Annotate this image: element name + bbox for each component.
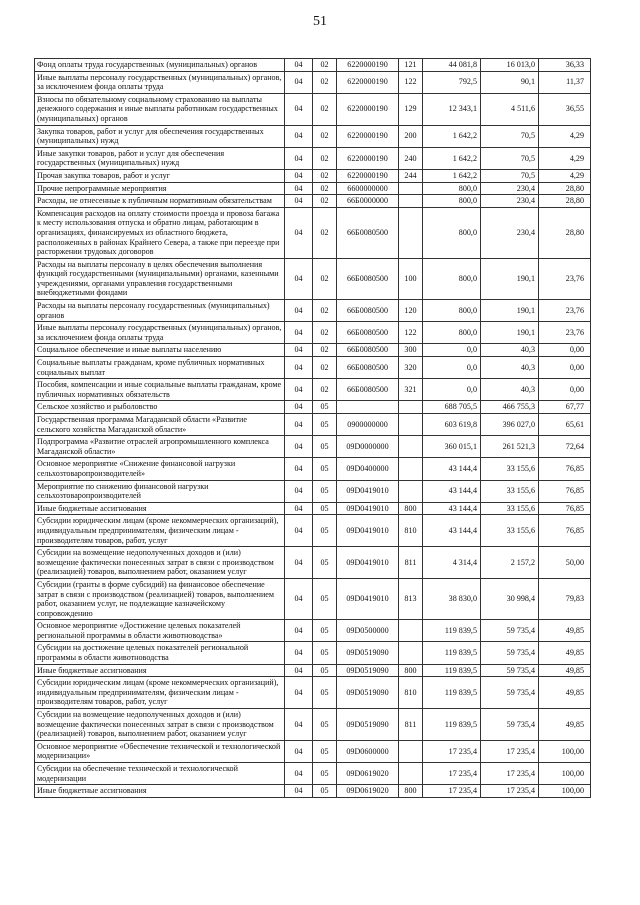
execution-percent: 76,85 xyxy=(539,502,591,515)
subsection-code: 05 xyxy=(313,785,337,798)
executed-amount: 59 735,4 xyxy=(481,664,539,677)
table-row xyxy=(35,258,591,299)
planned-amount: 17 235,4 xyxy=(423,785,481,798)
planned-amount: 4 314,4 xyxy=(423,547,481,579)
section-code: 04 xyxy=(285,740,313,762)
target-article-code: 66Б0080500 xyxy=(337,258,399,299)
target-article-code: 09D0519090 xyxy=(337,709,399,741)
target-article-code: 6220000190 xyxy=(337,147,399,169)
execution-percent: 4,29 xyxy=(539,169,591,182)
row-name: Субсидии на возмещение недополученных доходов и (или) возмещение фактически понесенных затрат в связи с производством (реализацией) товаров, выполнением работ, оказанием услуг xyxy=(35,709,285,741)
target-article-code: 09D0419010 xyxy=(337,547,399,579)
execution-percent: 49,85 xyxy=(539,642,591,664)
expense-type-code xyxy=(399,414,423,436)
row-name: Иные бюджетные ассигнования xyxy=(35,502,285,515)
table-row xyxy=(35,357,591,379)
table-row xyxy=(35,147,591,169)
planned-amount: 0,0 xyxy=(423,344,481,357)
section-code: 04 xyxy=(285,547,313,579)
section-code: 04 xyxy=(285,182,313,195)
expense-type-code: 100 xyxy=(399,258,423,299)
target-article-code: 66Б0080500 xyxy=(337,344,399,357)
row-name: Основное мероприятие «Снижение финансовой нагрузки сельхозтоваропроизводителей» xyxy=(35,458,285,480)
section-code: 04 xyxy=(285,642,313,664)
expense-type-code: 800 xyxy=(399,785,423,798)
expense-type-code: 320 xyxy=(399,357,423,379)
section-code: 04 xyxy=(285,480,313,502)
executed-amount: 17 235,4 xyxy=(481,740,539,762)
table-row xyxy=(35,93,591,125)
table-row xyxy=(35,59,591,72)
subsection-code: 05 xyxy=(313,620,337,642)
row-name: Закупка товаров, работ и услуг для обеспечения государственных (муниципальных) нужд xyxy=(35,125,285,147)
subsection-code: 05 xyxy=(313,436,337,458)
executed-amount: 17 235,4 xyxy=(481,785,539,798)
planned-amount: 1 642,2 xyxy=(423,147,481,169)
planned-amount: 43 144,4 xyxy=(423,502,481,515)
expense-type-code: 813 xyxy=(399,578,423,619)
execution-percent: 0,00 xyxy=(539,379,591,401)
execution-percent: 76,85 xyxy=(539,515,591,547)
row-name: Прочие непрограммные мероприятия xyxy=(35,182,285,195)
section-code: 04 xyxy=(285,93,313,125)
subsection-code: 05 xyxy=(313,642,337,664)
table-row xyxy=(35,480,591,502)
planned-amount: 119 839,5 xyxy=(423,620,481,642)
execution-percent: 28,80 xyxy=(539,207,591,258)
row-name: Иные бюджетные ассигнования xyxy=(35,785,285,798)
table-row xyxy=(35,207,591,258)
planned-amount: 688 705,5 xyxy=(423,401,481,414)
table-row xyxy=(35,763,591,785)
target-article-code: 09D0419010 xyxy=(337,480,399,502)
planned-amount: 0,0 xyxy=(423,379,481,401)
expense-type-code xyxy=(399,195,423,208)
table-row xyxy=(35,740,591,762)
subsection-code: 05 xyxy=(313,480,337,502)
expense-type-code: 321 xyxy=(399,379,423,401)
executed-amount: 4 511,6 xyxy=(481,93,539,125)
row-name: Социальное обеспечение и иные выплаты населению xyxy=(35,344,285,357)
target-article-code: 66Б0080500 xyxy=(337,322,399,344)
execution-percent: 50,00 xyxy=(539,547,591,579)
execution-percent: 49,85 xyxy=(539,709,591,741)
target-article-code: 09D0419010 xyxy=(337,515,399,547)
target-article-code: 09D0519090 xyxy=(337,642,399,664)
executed-amount: 16 013,0 xyxy=(481,59,539,72)
expense-type-code xyxy=(399,458,423,480)
target-article-code: 09D0619020 xyxy=(337,785,399,798)
execution-percent: 23,76 xyxy=(539,300,591,322)
expense-type-code: 121 xyxy=(399,59,423,72)
section-code: 04 xyxy=(285,344,313,357)
execution-percent: 72,64 xyxy=(539,436,591,458)
section-code: 04 xyxy=(285,578,313,619)
subsection-code: 02 xyxy=(313,300,337,322)
expense-type-code xyxy=(399,207,423,258)
planned-amount: 0,0 xyxy=(423,357,481,379)
row-name: Основное мероприятие «Достижение целевых показателей региональной программы в области животноводства» xyxy=(35,620,285,642)
executed-amount: 396 027,0 xyxy=(481,414,539,436)
section-code: 04 xyxy=(285,709,313,741)
target-article-code: 6600000000 xyxy=(337,182,399,195)
planned-amount: 12 343,1 xyxy=(423,93,481,125)
table-row xyxy=(35,125,591,147)
row-name: Расходы на выплаты персоналу государственных (муниципальных) органов xyxy=(35,300,285,322)
execution-percent: 28,80 xyxy=(539,195,591,208)
subsection-code: 02 xyxy=(313,207,337,258)
section-code: 04 xyxy=(285,125,313,147)
execution-percent: 4,29 xyxy=(539,147,591,169)
planned-amount: 800,0 xyxy=(423,322,481,344)
expense-type-code xyxy=(399,436,423,458)
target-article-code: 66Б0080500 xyxy=(337,357,399,379)
table-row xyxy=(35,195,591,208)
expense-type-code: 122 xyxy=(399,322,423,344)
planned-amount: 800,0 xyxy=(423,258,481,299)
target-article-code: 09D0619020 xyxy=(337,763,399,785)
subsection-code: 05 xyxy=(313,515,337,547)
execution-percent: 36,33 xyxy=(539,59,591,72)
expense-type-code: 244 xyxy=(399,169,423,182)
table-row xyxy=(35,620,591,642)
expense-type-code: 240 xyxy=(399,147,423,169)
table-row xyxy=(35,578,591,619)
target-article-code: 6220000190 xyxy=(337,125,399,147)
section-code: 04 xyxy=(285,677,313,709)
table-row xyxy=(35,515,591,547)
section-code: 04 xyxy=(285,414,313,436)
subsection-code: 05 xyxy=(313,547,337,579)
table-row xyxy=(35,677,591,709)
planned-amount: 1 642,2 xyxy=(423,125,481,147)
executed-amount: 59 735,4 xyxy=(481,677,539,709)
subsection-code: 02 xyxy=(313,59,337,72)
row-name: Пособия, компенсации и иные социальные выплаты гражданам, кроме публичных нормативных обязательств xyxy=(35,379,285,401)
subsection-code: 05 xyxy=(313,664,337,677)
executed-amount: 190,1 xyxy=(481,322,539,344)
executed-amount: 30 998,4 xyxy=(481,578,539,619)
subsection-code: 05 xyxy=(313,414,337,436)
row-name: Мероприятие по снижению финансовой нагрузки сельхозтоваропроизводителей xyxy=(35,480,285,502)
row-name: Субсидии на достижение целевых показателей региональной программы в области животноводства xyxy=(35,642,285,664)
execution-percent: 36,55 xyxy=(539,93,591,125)
row-name: Субсидии (гранты в форме субсидий) на финансовое обеспечение затрат в связи с производством (реализацией) товаров, выполнением работ, оказанием услуг, не подлежащие казначейскому сопровождению xyxy=(35,578,285,619)
executed-amount: 90,1 xyxy=(481,71,539,93)
subsection-code: 05 xyxy=(313,709,337,741)
section-code: 04 xyxy=(285,300,313,322)
execution-percent: 100,00 xyxy=(539,740,591,762)
target-article-code: 6220000190 xyxy=(337,71,399,93)
subsection-code: 02 xyxy=(313,379,337,401)
table-row xyxy=(35,401,591,414)
target-article-code: 09D0500000 xyxy=(337,620,399,642)
budget-execution-table xyxy=(34,58,591,798)
row-name: Взносы по обязательному социальному страхованию на выплаты денежного содержания и иные выплаты работникам государственных (муниципальных) органов xyxy=(35,93,285,125)
expense-type-code: 800 xyxy=(399,664,423,677)
section-code: 04 xyxy=(285,169,313,182)
execution-percent: 100,00 xyxy=(539,763,591,785)
expense-type-code xyxy=(399,763,423,785)
target-article-code: 0900000000 xyxy=(337,414,399,436)
planned-amount: 43 144,4 xyxy=(423,515,481,547)
section-code: 04 xyxy=(285,620,313,642)
section-code: 04 xyxy=(285,664,313,677)
target-article-code: 6220000190 xyxy=(337,169,399,182)
execution-percent: 0,00 xyxy=(539,344,591,357)
section-code: 04 xyxy=(285,502,313,515)
subsection-code: 05 xyxy=(313,458,337,480)
planned-amount: 17 235,4 xyxy=(423,740,481,762)
expense-type-code xyxy=(399,740,423,762)
page-number: 51 xyxy=(313,14,327,29)
planned-amount: 800,0 xyxy=(423,195,481,208)
executed-amount: 70,5 xyxy=(481,125,539,147)
execution-percent: 65,61 xyxy=(539,414,591,436)
planned-amount: 119 839,5 xyxy=(423,677,481,709)
planned-amount: 792,5 xyxy=(423,71,481,93)
planned-amount: 17 235,4 xyxy=(423,763,481,785)
row-name: Сельское хозяйство и рыболовство xyxy=(35,401,285,414)
subsection-code: 05 xyxy=(313,763,337,785)
subsection-code: 02 xyxy=(313,147,337,169)
table-row xyxy=(35,182,591,195)
executed-amount: 40,3 xyxy=(481,379,539,401)
subsection-code: 02 xyxy=(313,195,337,208)
table-row xyxy=(35,344,591,357)
row-name: Иные выплаты персоналу государственных (муниципальных) органов, за исключением фонда оплаты труда xyxy=(35,71,285,93)
execution-percent: 76,85 xyxy=(539,458,591,480)
executed-amount: 33 155,6 xyxy=(481,480,539,502)
subsection-code: 02 xyxy=(313,71,337,93)
executed-amount: 33 155,6 xyxy=(481,515,539,547)
executed-amount: 40,3 xyxy=(481,357,539,379)
planned-amount: 800,0 xyxy=(423,207,481,258)
execution-percent: 49,85 xyxy=(539,677,591,709)
execution-percent: 67,77 xyxy=(539,401,591,414)
section-code: 04 xyxy=(285,357,313,379)
executed-amount: 190,1 xyxy=(481,258,539,299)
subsection-code: 05 xyxy=(313,502,337,515)
row-name: Компенсация расходов на оплату стоимости проезда и провоза багажа к месту использования отпуска и обратно лицам, работающим в организациях, финансируемых из областного бюджета, расположенных в районах Крайнего Севера, а также при переезде при расторжении трудовых договоров xyxy=(35,207,285,258)
section-code: 04 xyxy=(285,322,313,344)
planned-amount: 119 839,5 xyxy=(423,642,481,664)
execution-percent: 23,76 xyxy=(539,258,591,299)
row-name: Социальные выплаты гражданам, кроме публичных нормативных социальных выплат xyxy=(35,357,285,379)
executed-amount: 33 155,6 xyxy=(481,458,539,480)
section-code: 04 xyxy=(285,71,313,93)
executed-amount: 40,3 xyxy=(481,344,539,357)
target-article-code: 09D0519090 xyxy=(337,664,399,677)
subsection-code: 02 xyxy=(313,344,337,357)
target-article-code: 09D0419010 xyxy=(337,578,399,619)
row-name: Субсидии на возмещение недополученных доходов и (или) возмещение фактически понесенных затрат в связи с производством (реализацией) товаров, выполнением работ, оказанием услуг xyxy=(35,547,285,579)
executed-amount: 59 735,4 xyxy=(481,709,539,741)
planned-amount: 119 839,5 xyxy=(423,709,481,741)
subsection-code: 02 xyxy=(313,357,337,379)
executed-amount: 33 155,6 xyxy=(481,502,539,515)
table-body xyxy=(35,59,591,798)
table-row xyxy=(35,71,591,93)
execution-percent: 28,80 xyxy=(539,182,591,195)
section-code: 04 xyxy=(285,59,313,72)
execution-percent: 79,83 xyxy=(539,578,591,619)
table-row xyxy=(35,379,591,401)
expense-type-code xyxy=(399,182,423,195)
section-code: 04 xyxy=(285,785,313,798)
expense-type-code xyxy=(399,642,423,664)
expense-type-code xyxy=(399,401,423,414)
executed-amount: 59 735,4 xyxy=(481,642,539,664)
executed-amount: 190,1 xyxy=(481,300,539,322)
section-code: 04 xyxy=(285,147,313,169)
section-code: 04 xyxy=(285,458,313,480)
planned-amount: 800,0 xyxy=(423,182,481,195)
table-row xyxy=(35,547,591,579)
subsection-code: 05 xyxy=(313,578,337,619)
executed-amount: 261 521,3 xyxy=(481,436,539,458)
row-name: Расходы, не отнесенные к публичным нормативным обязательствам xyxy=(35,195,285,208)
target-article-code: 6220000190 xyxy=(337,93,399,125)
target-article-code: 66Б0080500 xyxy=(337,379,399,401)
table-row xyxy=(35,709,591,741)
executed-amount: 466 755,3 xyxy=(481,401,539,414)
planned-amount: 44 081,8 xyxy=(423,59,481,72)
executed-amount: 59 735,4 xyxy=(481,620,539,642)
table-row xyxy=(35,300,591,322)
executed-amount: 230,4 xyxy=(481,182,539,195)
subsection-code: 05 xyxy=(313,401,337,414)
target-article-code: 66Б0000000 xyxy=(337,195,399,208)
row-name: Иные выплаты персоналу государственных (муниципальных) органов, за исключением фонда оплаты труда xyxy=(35,322,285,344)
subsection-code: 02 xyxy=(313,169,337,182)
target-article-code: 6220000190 xyxy=(337,59,399,72)
row-name: Расходы на выплаты персоналу в целях обеспечения выполнения функций государственными (муниципальными) органами, казенными учреждениями, органами управления государственными внебюджетными фондами xyxy=(35,258,285,299)
row-name: Иные бюджетные ассигнования xyxy=(35,664,285,677)
execution-percent: 23,76 xyxy=(539,322,591,344)
expense-type-code: 300 xyxy=(399,344,423,357)
row-name: Субсидии юридическим лицам (кроме некоммерческих организаций), индивидуальным предпринимателям, физическим лицам - производителям товаров, работ, услуг xyxy=(35,677,285,709)
section-code: 04 xyxy=(285,515,313,547)
row-name: Государственная программа Магаданской области «Развитие сельского хозяйства Магаданской области» xyxy=(35,414,285,436)
target-article-code: 66Б0080500 xyxy=(337,300,399,322)
planned-amount: 603 619,8 xyxy=(423,414,481,436)
table-row xyxy=(35,664,591,677)
section-code: 04 xyxy=(285,401,313,414)
table-row xyxy=(35,414,591,436)
executed-amount: 70,5 xyxy=(481,147,539,169)
section-code: 04 xyxy=(285,379,313,401)
row-name: Субсидии юридическим лицам (кроме некоммерческих организаций), индивидуальным предпринимателям, физическим лицам - производителям товаров, работ, услуг xyxy=(35,515,285,547)
expense-type-code: 810 xyxy=(399,677,423,709)
execution-percent: 100,00 xyxy=(539,785,591,798)
row-name: Фонд оплаты труда государственных (муниципальных) органов xyxy=(35,59,285,72)
table-row xyxy=(35,502,591,515)
target-article-code: 66Б0080500 xyxy=(337,207,399,258)
executed-amount: 230,4 xyxy=(481,207,539,258)
table-row xyxy=(35,436,591,458)
row-name: Субсидии на обеспечение технической и технологической модернизации xyxy=(35,763,285,785)
execution-percent: 49,85 xyxy=(539,664,591,677)
executed-amount: 2 157,2 xyxy=(481,547,539,579)
execution-percent: 76,85 xyxy=(539,480,591,502)
target-article-code: 09D0600000 xyxy=(337,740,399,762)
execution-percent: 0,00 xyxy=(539,357,591,379)
subsection-code: 05 xyxy=(313,740,337,762)
subsection-code: 02 xyxy=(313,258,337,299)
table-row xyxy=(35,169,591,182)
table-row xyxy=(35,322,591,344)
expense-type-code xyxy=(399,620,423,642)
row-name: Подпрограмма «Развитие отраслей агропромышленного комплекса Магаданской области» xyxy=(35,436,285,458)
section-code: 04 xyxy=(285,195,313,208)
table-row xyxy=(35,642,591,664)
expense-type-code: 129 xyxy=(399,93,423,125)
target-article-code: 09D0000000 xyxy=(337,436,399,458)
expense-type-code: 810 xyxy=(399,515,423,547)
execution-percent: 4,29 xyxy=(539,125,591,147)
planned-amount: 43 144,4 xyxy=(423,458,481,480)
execution-percent: 49,85 xyxy=(539,620,591,642)
section-code: 04 xyxy=(285,207,313,258)
planned-amount: 38 830,0 xyxy=(423,578,481,619)
planned-amount: 1 642,2 xyxy=(423,169,481,182)
executed-amount: 70,5 xyxy=(481,169,539,182)
executed-amount: 230,4 xyxy=(481,195,539,208)
expense-type-code: 120 xyxy=(399,300,423,322)
execution-percent: 11,37 xyxy=(539,71,591,93)
target-article-code: 09D0400000 xyxy=(337,458,399,480)
expense-type-code: 200 xyxy=(399,125,423,147)
subsection-code: 02 xyxy=(313,182,337,195)
subsection-code: 02 xyxy=(313,322,337,344)
expense-type-code: 122 xyxy=(399,71,423,93)
expense-type-code: 811 xyxy=(399,709,423,741)
planned-amount: 119 839,5 xyxy=(423,664,481,677)
row-name: Иные закупки товаров, работ и услуг для обеспечения государственных (муниципальных) нужд xyxy=(35,147,285,169)
subsection-code: 05 xyxy=(313,677,337,709)
planned-amount: 360 015,1 xyxy=(423,436,481,458)
row-name: Прочая закупка товаров, работ и услуг xyxy=(35,169,285,182)
subsection-code: 02 xyxy=(313,93,337,125)
planned-amount: 43 144,4 xyxy=(423,480,481,502)
target-article-code xyxy=(337,401,399,414)
expense-type-code: 800 xyxy=(399,502,423,515)
table-row xyxy=(35,458,591,480)
subsection-code: 02 xyxy=(313,125,337,147)
expense-type-code: 811 xyxy=(399,547,423,579)
expense-type-code xyxy=(399,480,423,502)
section-code: 04 xyxy=(285,258,313,299)
row-name: Основное мероприятие «Обеспечение технической и технологической модернизации» xyxy=(35,740,285,762)
section-code: 04 xyxy=(285,436,313,458)
target-article-code: 09D0419010 xyxy=(337,502,399,515)
target-article-code: 09D0519090 xyxy=(337,677,399,709)
planned-amount: 800,0 xyxy=(423,300,481,322)
executed-amount: 17 235,4 xyxy=(481,763,539,785)
section-code: 04 xyxy=(285,763,313,785)
table-row xyxy=(35,785,591,798)
